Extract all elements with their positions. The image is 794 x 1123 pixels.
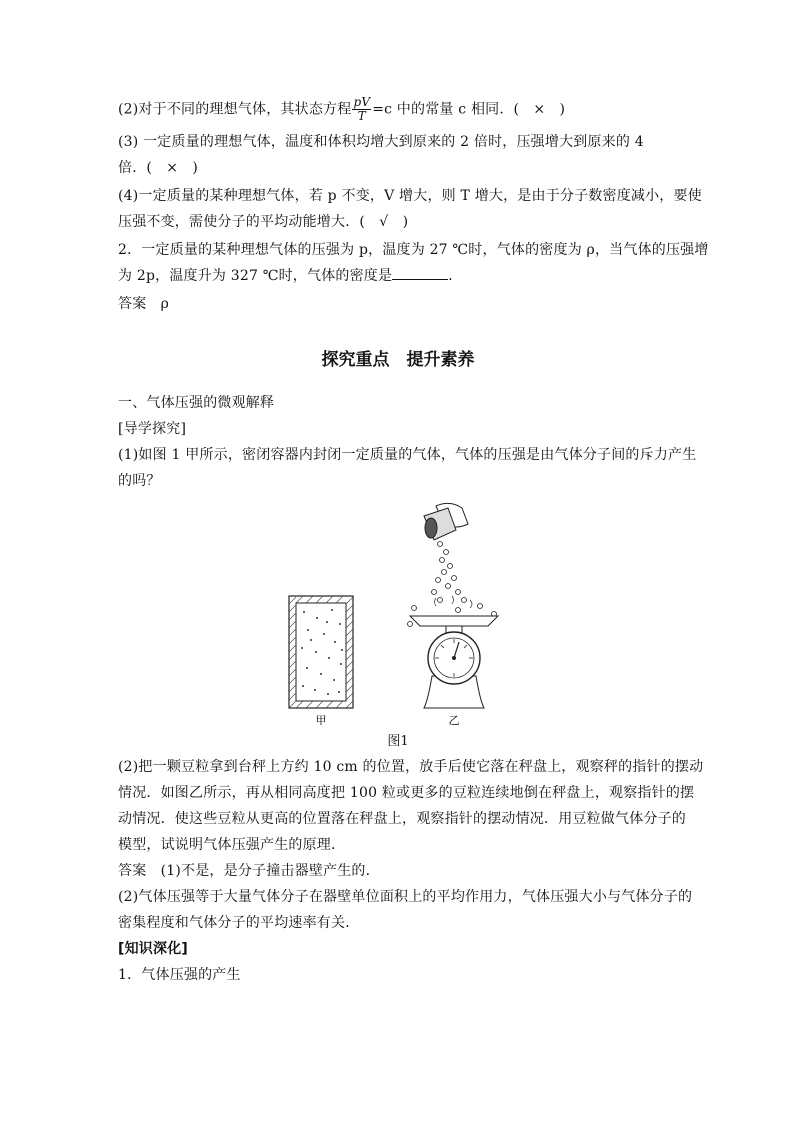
part1-q2-line-4: 模型，试说明气体压强产生的原理．: [118, 837, 346, 853]
sealed-container: [289, 596, 353, 708]
question-2-text: 为 2p，温度升为 327 ℃时，气体的密度是: [118, 268, 393, 284]
state-equation-fraction: [352, 96, 371, 123]
figure-caption: 图1: [387, 734, 409, 749]
scale: [410, 616, 498, 708]
part1-answer-line-2: (2)气体压强等于大量气体分子在器壁单位面积上的平均作用力，气体压强大小与气体分子的: [118, 889, 693, 905]
statement-4-line-1: (4)一定质量的某种理想气体，若 p 不变，V 增大，则 T 增大，是由于分子数密度减小，要使: [118, 188, 702, 204]
statement-2-text: (2)对于不同的理想气体，其状态方程: [118, 101, 352, 118]
figure-1-drawing: [118, 500, 678, 732]
answer-blank: [392, 265, 448, 280]
part1-answer-line-1: 答案 (1)不是，是分子撞击器壁产生的．: [118, 863, 380, 879]
label-jia: 甲: [315, 714, 327, 727]
statement-2-tail: =c 中的常量 c 相同．( × ): [372, 101, 566, 118]
statement-4-line-2: 压强不变，需使分子的平均动能增大．( √ ): [118, 214, 409, 230]
part1-q1-line-1: (1)如图 1 甲所示，密闭容器内封闭一定质量的气体，气体的压强是由气体分子间的斥力产生: [118, 447, 697, 463]
section-title: 探究重点 提升素养: [321, 350, 475, 370]
label-yi: 乙: [448, 714, 460, 727]
fraction-denominator: T: [357, 109, 366, 123]
part1-title: 一、气体压强的微观解释: [118, 395, 275, 411]
knowledge-label: [知识深化]: [118, 941, 188, 957]
statement-3-line-1: (3) 一定质量的理想气体，温度和体积均增大到原来的 2 倍时，压强增大到原来的 4: [118, 134, 644, 150]
document-page: [118, 95, 709, 988]
part1-q2-line-2: 情况．如图乙所示，再从相同高度把 100 粒或更多的豆粒连续地倒在秤盘上，观察指针的摆: [118, 785, 695, 801]
statement-2: [118, 96, 678, 123]
guide-label: [导学探究]: [118, 421, 187, 437]
answer-1: 答案 ρ: [118, 296, 170, 312]
statement-3-line-2: 倍．( × ): [118, 160, 199, 176]
question-2-line-2: [118, 263, 678, 289]
falling-beans: [408, 542, 497, 627]
part1-answer-line-3: 密集程度和气体分子的平均速率有关．: [118, 915, 360, 931]
point-1-heading: 1．气体压强的产生: [118, 967, 241, 983]
figure-1: [118, 500, 678, 732]
question-2-line-1: 2．一定质量的某种理想气体的压强为 p，温度为 27 ℃时，气体的密度为 ρ，当气体的压强增: [118, 242, 709, 258]
fraction-numerator: pV: [353, 95, 371, 109]
question-2-end: ．: [448, 268, 463, 284]
pouring-cup: [424, 503, 468, 540]
part1-q2-line-1: (2)把一颗豆粒拿到台秤上方约 10 cm 的位置，放手后使它落在秤盘上，观察秤的指针的摆动: [118, 759, 704, 775]
part1-q2-line-3: 动情况．使这些豆粒从更高的位置落在秤盘上，观察指针的摆动情况．用豆粒做气体分子的: [118, 811, 686, 827]
part1-q1-line-2: 的吗？: [118, 473, 161, 489]
